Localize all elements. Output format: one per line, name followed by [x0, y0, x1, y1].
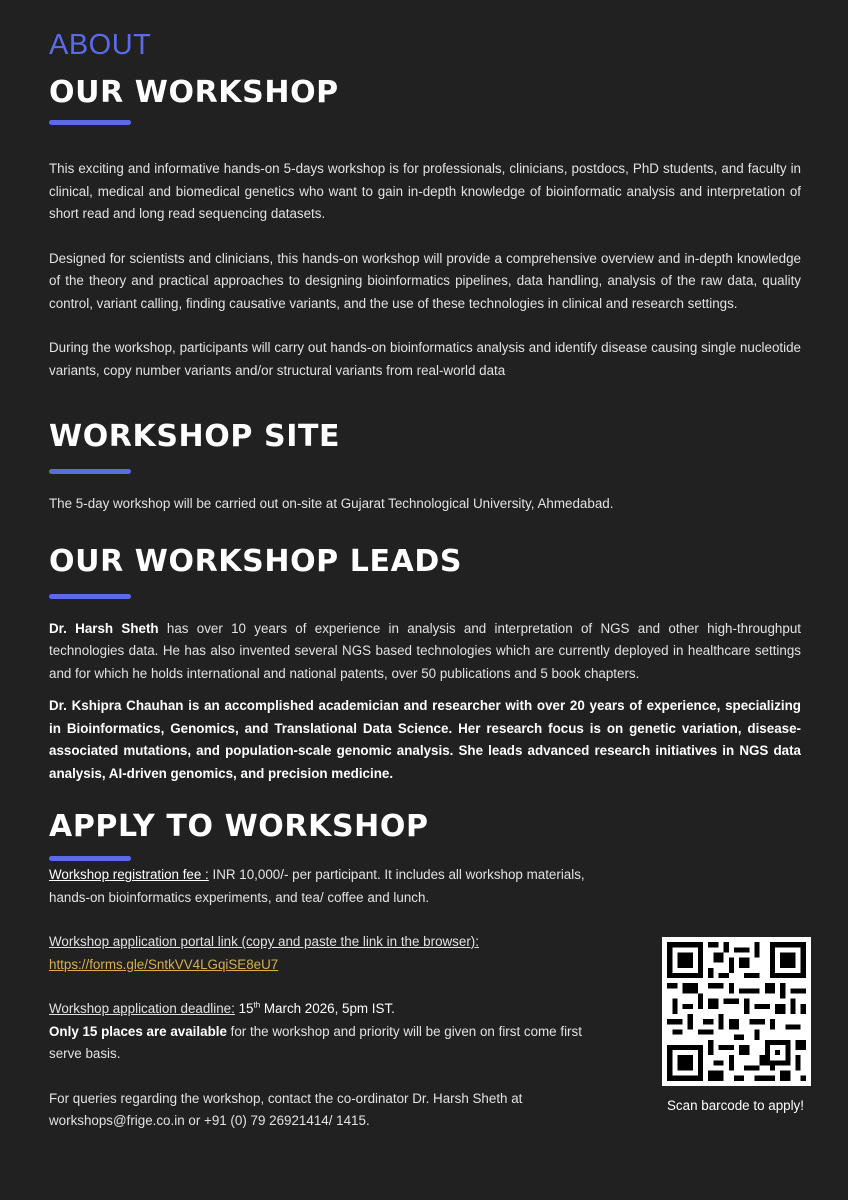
qr-code-icon[interactable]: [662, 937, 811, 1086]
about-kicker: ABOUT: [49, 29, 152, 61]
heading-apply: APPLY TO WORKSHOP: [49, 809, 429, 844]
heading-underline: [49, 594, 131, 599]
heading-workshop-leads: OUR WORKSHOP LEADS: [49, 543, 463, 579]
site-text: The 5-day workshop will be carried out on-site at Gujarat Technological University, Ahmedabad.: [49, 496, 614, 511]
places-rest: for the workshop and priority will be given on first come first serve basis.: [49, 1023, 582, 1061]
heading-our-workshop: OUR WORKSHOP: [49, 75, 339, 110]
qr-caption: Scan barcode to apply!: [667, 1098, 804, 1113]
apply-details: [49, 864, 609, 1133]
about-paragraph-3: During the workshop, participants will carry out hands-on bioinformatics analysis and identify disease causing single nucleotide variants, copy number variants and/or structural variants from real-world data: [49, 340, 801, 378]
lead-1-name: Dr. Harsh Sheth: [49, 620, 159, 636]
fee-text: INR 10,000/- per participant. It includes all workshop materials, hands-on bioinformatics experiments, and tea/ coffee and lunch.: [49, 867, 585, 905]
heading-workshop-site: WORKSHOP SITE: [49, 419, 341, 454]
portal-link[interactable]: https://forms.gle/SntkVV4LGqiSE8eU7: [49, 956, 279, 972]
qr-block: [662, 937, 811, 1113]
lead-1-text: has over 10 years of experience in analysis and interpretation of NGS and other high-throughput technologies data. He has also invented several NGS based technologies which are currently deployed in healthcare settings and for which he holds international and national patents, over 50 publications and 5 book chapters.: [49, 620, 801, 681]
fee-label: Workshop registration fee :: [49, 867, 209, 882]
fee-line: [49, 864, 609, 909]
deadline-sup: th: [253, 1000, 261, 1010]
about-paragraph-2: Designed for scientists and clinicians, this hands-on workshop will provide a comprehensive overview and in-depth knowledge of the theory and practical approaches to designing bioinformatics pipelines, data handling, analysis of the raw data, quality control, variant calling, finding causative variants, and the use of these technologies in clinical and research settings.: [49, 250, 801, 311]
portal-label: Workshop application portal link (copy and paste the link in the browser):: [49, 934, 479, 949]
heading-underline: [49, 469, 131, 474]
deadline-line: [49, 998, 609, 1021]
deadline-day: 15: [234, 1001, 254, 1016]
heading-underline: [49, 856, 131, 861]
lead-1-bio: [49, 618, 801, 686]
lead-2-bio: Dr. Kshipra Chauhan is an accomplished academician and researcher with over 20 years of experience, specializing in Bioinformatics, Genomics, and Translational Data Science. Her research focus is on genetic variation, disease-associated mutations, and population-scale genomic analysis. She leads advanced research initiatives in NGS data analysis, AI-driven genomics, and precision medicine.: [49, 698, 801, 781]
deadline-rest: March 2026, 5pm IST.: [260, 1001, 395, 1016]
heading-underline: [49, 120, 131, 125]
about-paragraph-1: This exciting and informative hands-on 5-days workshop is for professionals, clinicians, postdocs, PhD students, and faculty in clinical, medical and biomedical genetics who want to gain in-depth knowledge of bioinformatic analysis and interpretation of short read and long read sequencing datasets.: [49, 161, 801, 221]
deadline-label: Workshop application deadline:: [49, 1001, 235, 1016]
places-strong: Only 15 places are available: [49, 1023, 227, 1039]
contact-line: For queries regarding the workshop, contact the co-ordinator Dr. Harsh Sheth at workshops@frige.co.in or +91 (0) 79 26921414/ 1415.: [49, 1090, 523, 1128]
portal-line: [49, 954, 609, 977]
places-line: [49, 1021, 609, 1066]
